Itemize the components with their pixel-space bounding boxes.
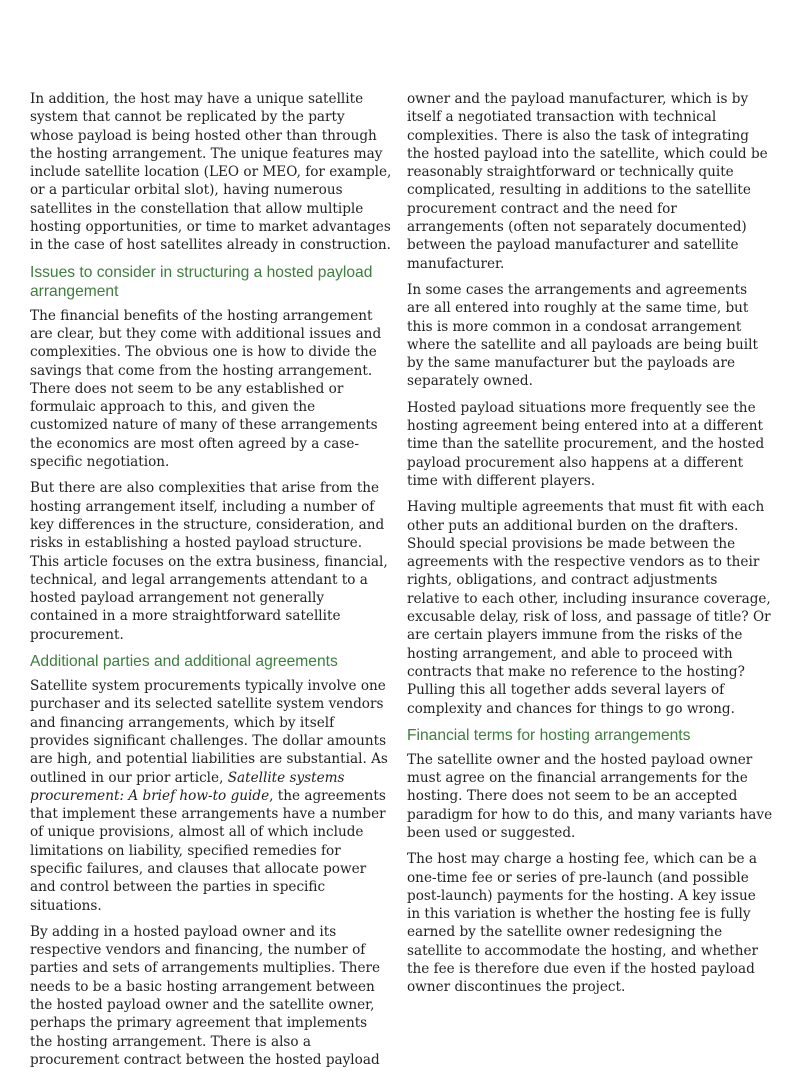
right-paragraph-1: owner and the payload manufacturer, which is by itself a negotiated transaction with technical complexities. There is also the task of integrating the hosted payload into the satellite, which could be reasonably straightforward or technically quite complicated, resulting in additions to the satellite procurement contract and the need for arrangements (often not separately documented) between the payload manufacturer and satellite manufacturer.: [407, 91, 768, 272]
right-paragraph-6: The host may charge a hosting fee, which can be a one-time fee or series of pre-launch (and possible post-launch) payments for the hosting. A key issue in this variation is whether the hosting fee is fully earned by the satellite owner redesigning the satellite to accommodate the hosting, and whether the fee is therefore due even if the hosted payload owner discontinues the project.: [407, 851, 759, 996]
right-column: [407, 90, 773, 1005]
left-paragraph-4-text-b: , the agreements that implement these arrangements have a number of unique provisions, almost all of which include limitations on liability, specified remedies for specific failures, and clauses that allocate power and control between the parties in specific situations.: [30, 787, 386, 914]
right-paragraph-2: In some cases the arrangements and agreements are all entered into roughly at the same time, but this is more common in a condosat arrangement where the satellite and all payloads are being built by the same manufacturer but the payloads are separately owned.: [407, 281, 758, 390]
left-column: [30, 90, 392, 1077]
right-paragraph-5: The satellite owner and the hosted payload owner must agree on the financial arrangements for the hosting. There does not seem to be an accepted paradigm for how to do this, and many variants have been used or suggested.: [407, 751, 773, 841]
section-heading-issues: Issues to consider in structuring a hosted payload arrangement: [30, 263, 373, 300]
left-paragraph-5: By adding in a hosted payload owner and its respective vendors and financing, the number of parties and sets of arrangements multiplies. There needs to be a basic hosting arrangement between the hosted payload owner and the satellite owner, perhaps the primary agreement that implements the hosting arrangement. There is also a procurement contract between the hosted payload: [30, 923, 381, 1068]
left-paragraph-4: [30, 677, 392, 915]
left-paragraph-4-text-a: Satellite system procurements typically involve one purchaser and its selected satellite system vendors and financing arrangements, which by itself provides significant challenges. The dollar amounts are high, and potential liabilities are substantial. As outlined in our prior article,: [30, 678, 388, 786]
article-title-reference: Satellite systems procurement: A brief how-to guide: [30, 769, 345, 804]
right-paragraph-3: Hosted payload situations more frequently see the hosting agreement being entered into at a different time than the satellite procurement, and the hosted payload procurement also happens at a different time with different players.: [407, 399, 765, 489]
right-paragraph-4: Having multiple agreements that must fit with each other puts an additional burden on the drafters. Should special provisions be made between the agreements with the respective vendors as to their rights, obligations, and contract adjustments relative to each other, including insurance coverage, excusable delay, risk of loss, and passage of title? Or are certain players immune from the risks of the hosting arrangement, and able to proceed with contracts that make no reference to the hosting? Pulling this all together adds several layers of complexity and chances for things to go wrong.: [407, 499, 771, 717]
left-paragraph-1: In addition, the host may have a unique satellite system that cannot be replicated by the party whose payload is being hosted other than through the hosting arrangement. The unique features may include satellite location (LEO or MEO, for example, or a particular orbital slot), having numerous satellites in the constellation that allow multiple hosting opportunities, or time to market advantages in the case of host satellites already in construction.: [30, 91, 392, 254]
section-heading-additional-parties: Additional parties and additional agreements: [30, 653, 338, 671]
left-paragraph-3: But there are also complexities that arise from the hosting arrangement itself, including a number of key differences in the structure, consideration, and risks in establishing a hosted payload structure. This article focuses on the extra business, financial, technical, and legal arrangements attendant to a hosted payload arrangement not generally contained in a more straightforward satellite procurement.: [30, 480, 388, 643]
left-paragraph-2: The financial benefits of the hosting arrangement are clear, but they come with additional issues and complexities. The obvious one is how to divide the savings that come from the hosting arrangement. There does not seem to be any established or formulaic approach to this, and given the customized nature of many of these arrangements the economics are most often agreed by a case-specific negotiation.: [30, 307, 382, 471]
section-heading-financial-terms: Financial terms for hosting arrangements: [407, 726, 691, 744]
